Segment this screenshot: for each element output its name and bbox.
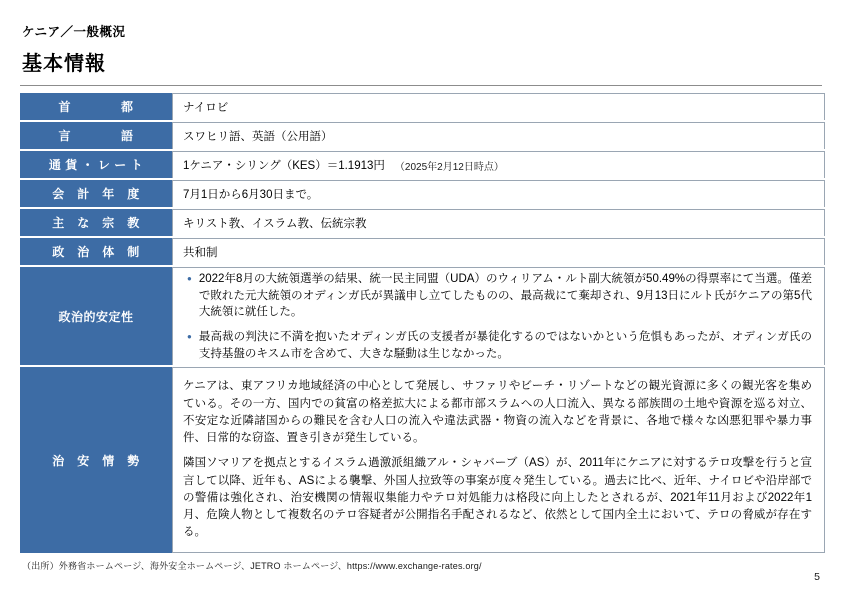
table-row-fiscal-year [20, 180, 825, 207]
table-row-currency [20, 151, 825, 178]
row-value [172, 367, 825, 553]
slide-header [0, 0, 842, 76]
currency-rate-date-note: （2025年2月12日時点） [394, 161, 504, 173]
row-value [172, 209, 825, 236]
row-label: 政 治 体 制 [20, 238, 172, 265]
stability-bullet-2: 最高裁の判決に不満を抱いたオディンガ氏の支援者が暴徒化するのではないかという危惧もあったが、オディンガ氏の支持基盤のキスム市を含めて、大きな騒動は生じなかった。 [198, 330, 812, 360]
row-label: 通 貨 ・ レ ー ト [20, 151, 172, 178]
row-value [172, 122, 825, 149]
row-value [172, 267, 825, 365]
list-item [183, 329, 812, 362]
language-value: スワヒリ語、英語（公用語） [183, 131, 333, 143]
bullet-icon: ● [187, 273, 192, 283]
row-label: 政治的安定性 [20, 267, 172, 365]
section-breadcrumb: ケニア／一般概況 [22, 25, 126, 39]
security-paragraph-1: ケニアは、東アフリカ地域経済の中心として発展し、サファリやビーチ・リゾートなどの観光資源に多くの観光客を集めている。その一方、国内での貧富の格差拡大による都市部スラムへの人口流入、異なる部族間の土地や資源を巡る対立、不安定な近隣諸国からの難民を含む人口の流入や違法武器・物資の流入などを背景に、各地で様々な凶悪犯罪や暴力事件、日常的な窃盗、置き引きが発生している。 [183, 380, 812, 445]
capital-value: ナイロビ [183, 102, 229, 114]
security-paragraph-2: 隣国ソマリアを拠点とするイスラム過激派組織アル・シャバーブ（AS）が、2011年にケニアに対するテロ攻撃を行うと宣言して以降、近年も、ASによる襲撃、外国人拉致等の事案が度々発生している。過去に比べ、近年、ナイロビや沿岸部での警備は強化され、治安機関の情報収集能力やテロ対処能力は格段に向上したとされるが、2021年11月および2022年1月、危険人物として複数名のテロ容疑者が公開指名手配されるなど、依然として国内全土において、テロの脅威が存在する。 [183, 457, 812, 539]
row-value [172, 93, 825, 120]
row-label: 言 語 [20, 122, 172, 149]
row-label: 治 安 情 勢 [20, 367, 172, 553]
list-item [183, 271, 812, 321]
row-label: 主 な 宗 教 [20, 209, 172, 236]
table-row-religion [20, 209, 825, 236]
polity-value: 共和制 [183, 247, 218, 259]
table-row-political-stability [20, 267, 825, 365]
currency-rate-value: 1ケニア・シリング（KES）＝1.1913円 [183, 160, 385, 172]
row-value [172, 238, 825, 265]
row-value [172, 180, 825, 207]
bullet-icon: ● [187, 331, 192, 341]
table-row-language [20, 122, 825, 149]
row-label: 首 都 [20, 93, 172, 120]
page-number: 5 [814, 571, 820, 583]
table-row-polity [20, 238, 825, 265]
basic-info-table [20, 93, 825, 553]
table-row-security-situation [20, 367, 825, 553]
religion-value: キリスト教、イスラム教、伝統宗教 [183, 218, 367, 230]
fiscal-year-value: 7月1日から6月30日まで。 [183, 189, 319, 201]
source-note: （出所）外務省ホームページ、海外安全ホームページ、JETRO ホームページ、https://www.exchange-rates.org/ [22, 561, 482, 571]
row-label: 会 計 年 度 [20, 180, 172, 207]
stability-bullet-1: 2022年8月の大統領選挙の結果、統一民主同盟（UDA）のウィリアム・ルト副大統領が50.49%の得票率にて当選。僅差で敗れた元大統領のオディンガ氏が異議申し立てしたものの、最高裁にて棄却され、9月13日にルト氏がケニアの第5代大統領に就任した。 [198, 272, 812, 319]
page-title: 基本情報 [22, 53, 106, 75]
title-divider [20, 85, 822, 86]
row-value [172, 151, 825, 178]
table-row-capital [20, 93, 825, 120]
